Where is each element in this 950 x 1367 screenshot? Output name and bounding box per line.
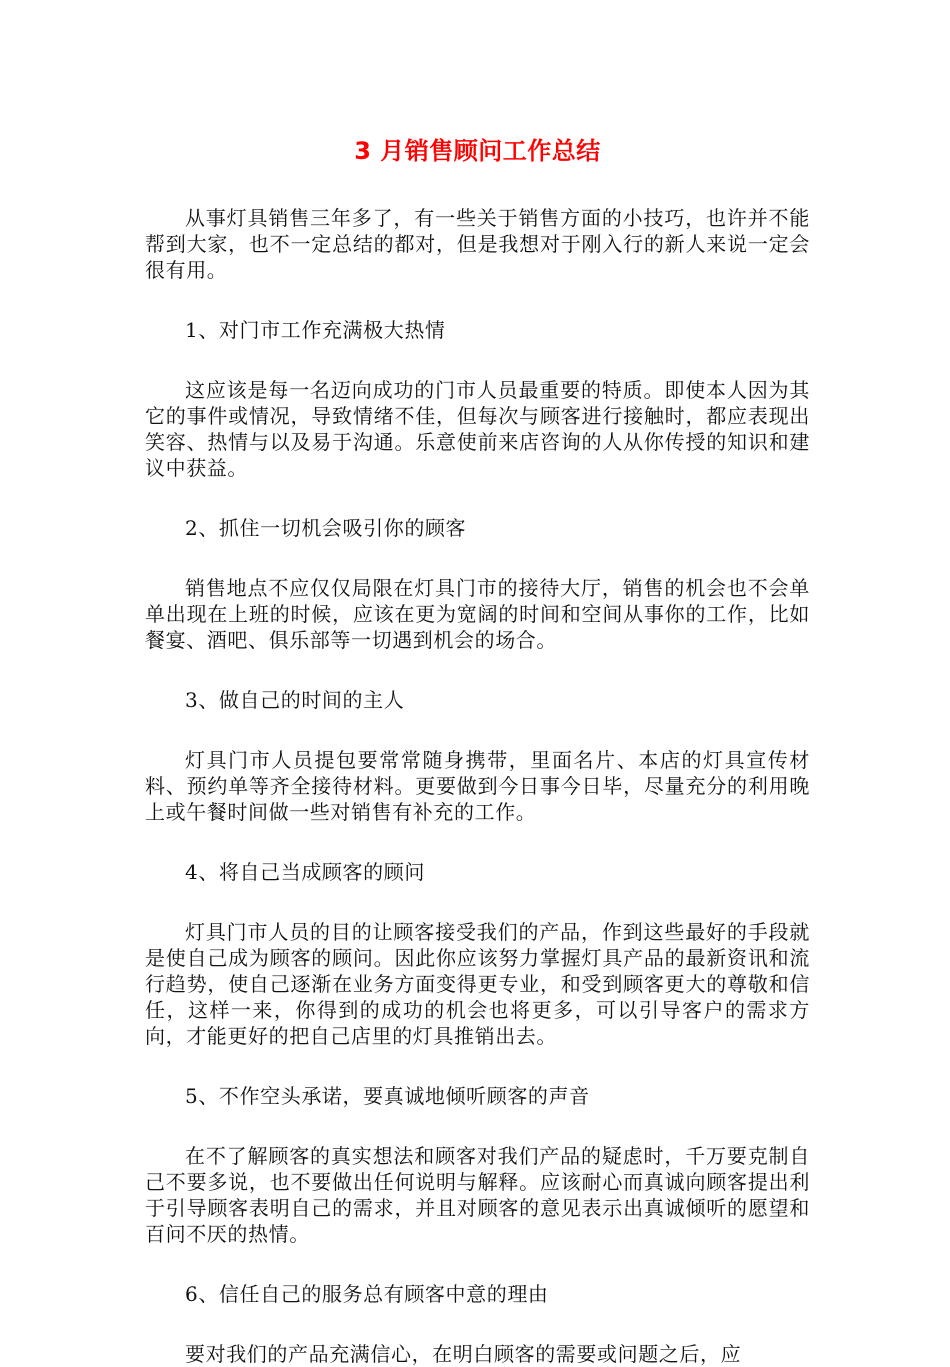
- section-paragraph-1: 这应该是每一名迈向成功的门市人员最重要的特质。即使本人因为其它的事件或情况，导致情绪不佳，但每次与顾客进行接触时，都应表现出笑容、热情与以及易于沟通。乐意使前来店咨询的人从你传授的知识和建议中获益。: [145, 378, 810, 480]
- document-title: 3 月销售顾问工作总结: [354, 137, 601, 165]
- section-heading-5: 5、不作空头承诺，要真诚地倾听顾客的声音: [185, 1084, 590, 1108]
- intro-paragraph: 从事灯具销售三年多了，有一些关于销售方面的小技巧，也许并不能帮到大家，也不一定总结的都对，但是我想对于刚入行的新人来说一定会很有用。: [145, 206, 810, 282]
- section-paragraph-2: 销售地点不应仅仅局限在灯具门市的接待大厅，销售的机会也不会单单出现在上班的时候，应该在更为宽阔的时间和空间从事你的工作，比如餐宴、酒吧、俱乐部等一切遇到机会的场合。: [145, 576, 810, 652]
- section-heading-3: 3、做自己的时间的主人: [185, 688, 405, 712]
- section-paragraph-3: 灯具门市人员提包要常常随身携带，里面名片、本店的灯具宣传材料、预约单等齐全接待材料。更要做到今日事今日毕，尽量充分的利用晚上或午餐时间做一些对销售有补充的工作。: [145, 748, 810, 824]
- section-paragraph-5: 在不了解顾客的真实想法和顾客对我们产品的疑虑时，千万要克制自己不要多说，也不要做出任何说明与解释。应该耐心而真诚向顾客提出利于引导顾客表明自己的需求，并且对顾客的意见表示出真诚倾听的愿望和百问不厌的热情。: [145, 1144, 810, 1246]
- section-heading-1: 1、对门市工作充满极大热情: [185, 318, 446, 342]
- section-paragraph-6: 要对我们的产品充满信心，在明白顾客的需要或问题之后，应: [185, 1342, 742, 1366]
- section-paragraph-4: 灯具门市人员的目的让顾客接受我们的产品，作到这些最好的手段就是使自己成为顾客的顾问。因此你应该努力掌握灯具产品的最新资讯和流行趋势，使自己逐渐在业务方面变得更专业，和受到顾客更大的尊敬和信任，这样一来，你得到的成功的机会也将更多，可以引导客户的需求方向，才能更好的把自己店里的灯具推销出去。: [145, 920, 810, 1048]
- section-heading-2: 2、抓住一切机会吸引你的顾客: [185, 516, 467, 540]
- section-heading-6: 6、信任自己的服务总有顾客中意的理由: [185, 1282, 549, 1306]
- section-heading-4: 4、将自己当成顾客的顾问: [185, 860, 425, 884]
